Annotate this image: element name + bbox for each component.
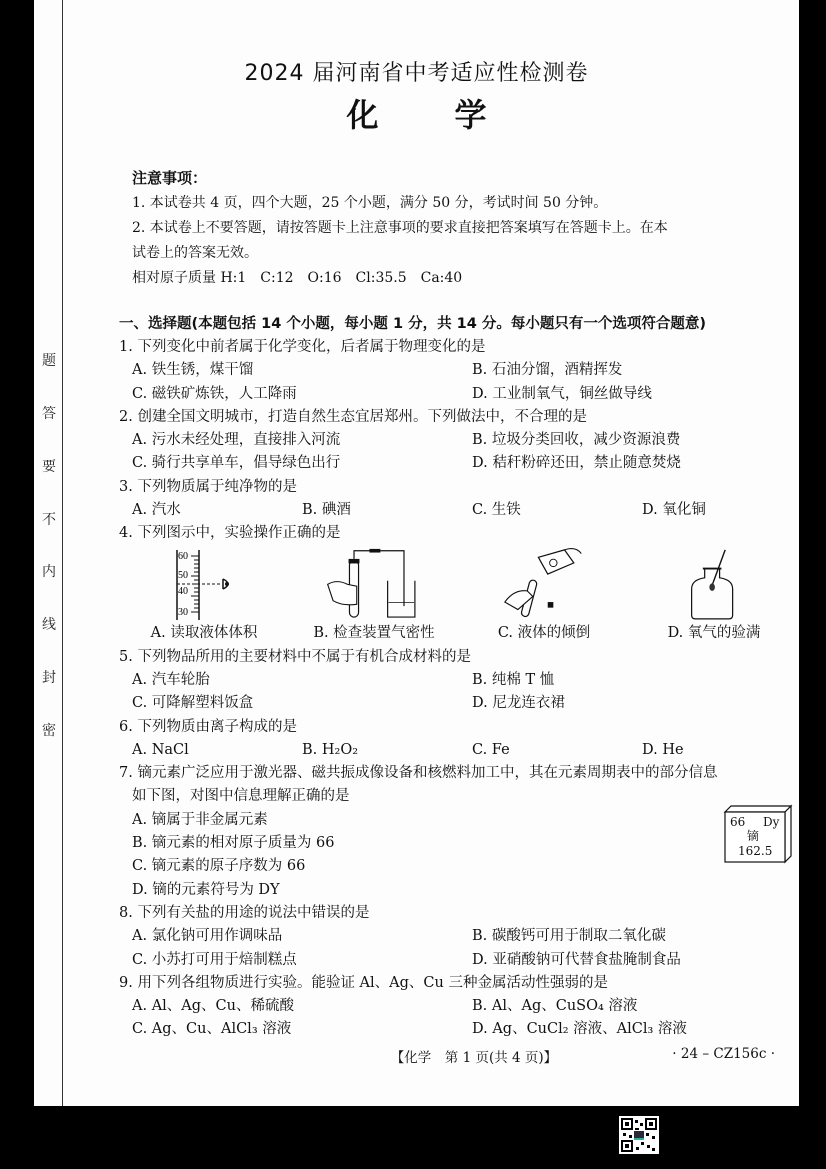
question-2 (119, 406, 799, 476)
figure-c (459, 548, 629, 646)
option-d: D. 亚硝酸钠可代替食盐腌制食品 (472, 951, 681, 968)
option-d: D. 尼龙连衣裙 (472, 695, 565, 712)
question-5 (119, 646, 799, 716)
binding-char: 内 (42, 564, 56, 581)
option-c: C. 骑行共享单车，倡导绿色出行 (132, 455, 341, 472)
option-a: A. 镝属于非金属元素 (132, 811, 268, 828)
atomic-masses: 相对原子质量 H:1 C:12 O:16 Cl:35.5 Ca:40 (132, 270, 463, 286)
section-heading: 一、选择题(本题包括 14 个小题，每小题 1 分，共 14 分。每小题只有一个选项符合题意) (119, 316, 706, 332)
svg-text:50: 50 (178, 570, 188, 582)
option-b: B. 垃圾分类回收，减少资源浪费 (472, 432, 681, 449)
svg-text:60: 60 (178, 551, 188, 563)
option-a: A. 汽车轮胎 (132, 671, 210, 688)
question-stem-cont: 如下图，对图中信息理解正确的是 (132, 788, 350, 805)
qr-code-icon[interactable] (619, 1116, 659, 1154)
subject-char: 学 (454, 96, 487, 134)
binding-line (62, 0, 63, 1106)
question-stem: 6. 下列物质由离子构成的是 (119, 718, 297, 735)
airtightness-apparatus-icon (319, 548, 429, 621)
figure-a-label: A. 读取液体体积 (150, 625, 258, 642)
figure-d (629, 548, 799, 646)
notice-block (132, 166, 772, 291)
option-b: B. 纯棉 T 恤 (472, 671, 555, 688)
option-c: C. 镝元素的原子序数为 66 (132, 858, 306, 875)
question-1 (119, 336, 799, 406)
liquid-pouring-icon (494, 548, 594, 621)
option-c: C. 生铁 (472, 502, 521, 519)
exam-code: · 24 – CZ156c · (672, 1046, 775, 1062)
figure-b-label: B. 检查装置气密性 (313, 625, 435, 642)
exam-title: 2024 届河南省中考适应性检测卷 (244, 61, 589, 86)
exam-page (34, 0, 799, 1106)
option-b: B. 碘酒 (302, 502, 351, 519)
figure-d-label: D. 氧气的验满 (667, 625, 761, 642)
notice-item: 试卷上的答案无效。 (132, 245, 258, 261)
question-stem: 1. 下列变化中前者属于化学变化，后者属于物理变化的是 (119, 339, 486, 355)
page-number: 【化学 第 1 页(共 4 页)】 (390, 1050, 558, 1066)
option-a: A. 污水未经处理，直接排入河流 (132, 432, 341, 449)
subject-title (34, 90, 799, 136)
option-d: D. 氧化铜 (642, 502, 706, 519)
option-c: C. Ag、Cu、AlCl₃ 溶液 (132, 1021, 292, 1038)
question-stem: 4. 下列图示中，实验操作正确的是 (119, 525, 341, 542)
binding-char: 题 (42, 353, 56, 369)
option-d: D. Ag、CuCl₂ 溶液、AlCl₃ 溶液 (472, 1021, 687, 1038)
option-d: D. 秸秆粉碎还田，禁止随意焚烧 (472, 455, 681, 472)
option-d: D. He (642, 741, 684, 758)
question-stem: 5. 下列物品所用的主要材料中不属于有机合成材料的是 (119, 648, 471, 665)
notice-item: 1. 本试卷共 4 页，四个大题，25 个小题，满分 50 分，考试时间 50 分钟。 (132, 195, 608, 211)
option-a: A. 汽水 (132, 502, 181, 519)
notice-item: 2. 本试卷上不要答题，请按答题卡上注意事项的要求直接把答案填写在答题卡上。在本 (132, 220, 668, 236)
option-b: B. Al、Ag、CuSO₄ 溶液 (472, 998, 638, 1015)
option-a: A. Al、Ag、Cu、稀硫酸 (132, 998, 294, 1015)
question-stem: 8. 下列有关盐的用途的说法中错误的是 (119, 904, 370, 921)
question-6 (119, 716, 799, 763)
option-d: D. 工业制氧气，铜丝做导线 (472, 385, 652, 402)
option-a: A. 氯化钠可用作调味品 (132, 928, 283, 945)
binding-char: 答 (42, 405, 56, 422)
option-b: B. 碳酸钙可用于制取二氧化碳 (472, 928, 666, 945)
element-name: 镝 (747, 829, 760, 844)
question-8 (119, 902, 799, 972)
atomic-mass: 162.5 (738, 844, 773, 859)
figure-b (289, 548, 459, 646)
notice-heading: 注意事项： (132, 169, 208, 187)
question-9 (119, 972, 799, 1042)
atomic-number: 66 (730, 815, 746, 830)
option-c: C. Fe (472, 741, 510, 758)
svg-text:30: 30 (178, 607, 188, 619)
periodic-element-card (723, 804, 793, 864)
option-c: C. 小苏打可用于焙制糕点 (132, 951, 297, 968)
question-stem: 7. 镝元素广泛应用于激光器、磁共振成像设备和核燃料加工中，其在元素周期表中的部分信息 (119, 765, 718, 782)
figure-a (119, 548, 289, 646)
question-stem: 2. 创建全国文明城市，打造自然生态宜居郑州。下列做法中，不合理的是 (119, 408, 587, 425)
binding-warning (40, 350, 58, 740)
option-b: B. 石油分馏，酒精挥发 (472, 362, 623, 379)
option-a: A. NaCl (132, 741, 189, 758)
option-a: A. 铁生锈，煤干馏 (132, 362, 254, 379)
question-7 (119, 762, 799, 902)
binding-char: 要 (42, 458, 56, 475)
binding-char: 封 (42, 670, 56, 687)
option-c: C. 可降解塑料饭盒 (132, 695, 254, 712)
option-b: B. 镝元素的相对原子质量为 66 (132, 835, 335, 852)
question-stem: 9. 用下列各组物质进行实验。能验证 Al、Ag、Cu 三种金属活动性强弱的是 (119, 974, 608, 991)
graduated-cylinder-icon (159, 548, 249, 620)
option-b: B. H₂O₂ (302, 741, 359, 758)
question-3 (119, 476, 799, 523)
binding-char: 线 (42, 617, 56, 634)
oxygen-check-icon (674, 548, 754, 621)
subject-char: 化 (346, 96, 379, 134)
element-symbol: Dy (763, 815, 780, 830)
binding-char: 不 (42, 511, 56, 528)
figure-c-label: C. 液体的倾倒 (497, 625, 591, 642)
binding-char: 密 (42, 722, 56, 739)
question-list (119, 336, 799, 1042)
question-stem: 3. 下列物质属于纯净物的是 (119, 478, 297, 495)
question-4 (119, 522, 799, 645)
svg-text:40: 40 (178, 586, 188, 598)
option-c: C. 磁铁矿炼铁，人工降雨 (132, 385, 297, 402)
option-d: D. 镝的元素符号为 DY (132, 881, 280, 898)
